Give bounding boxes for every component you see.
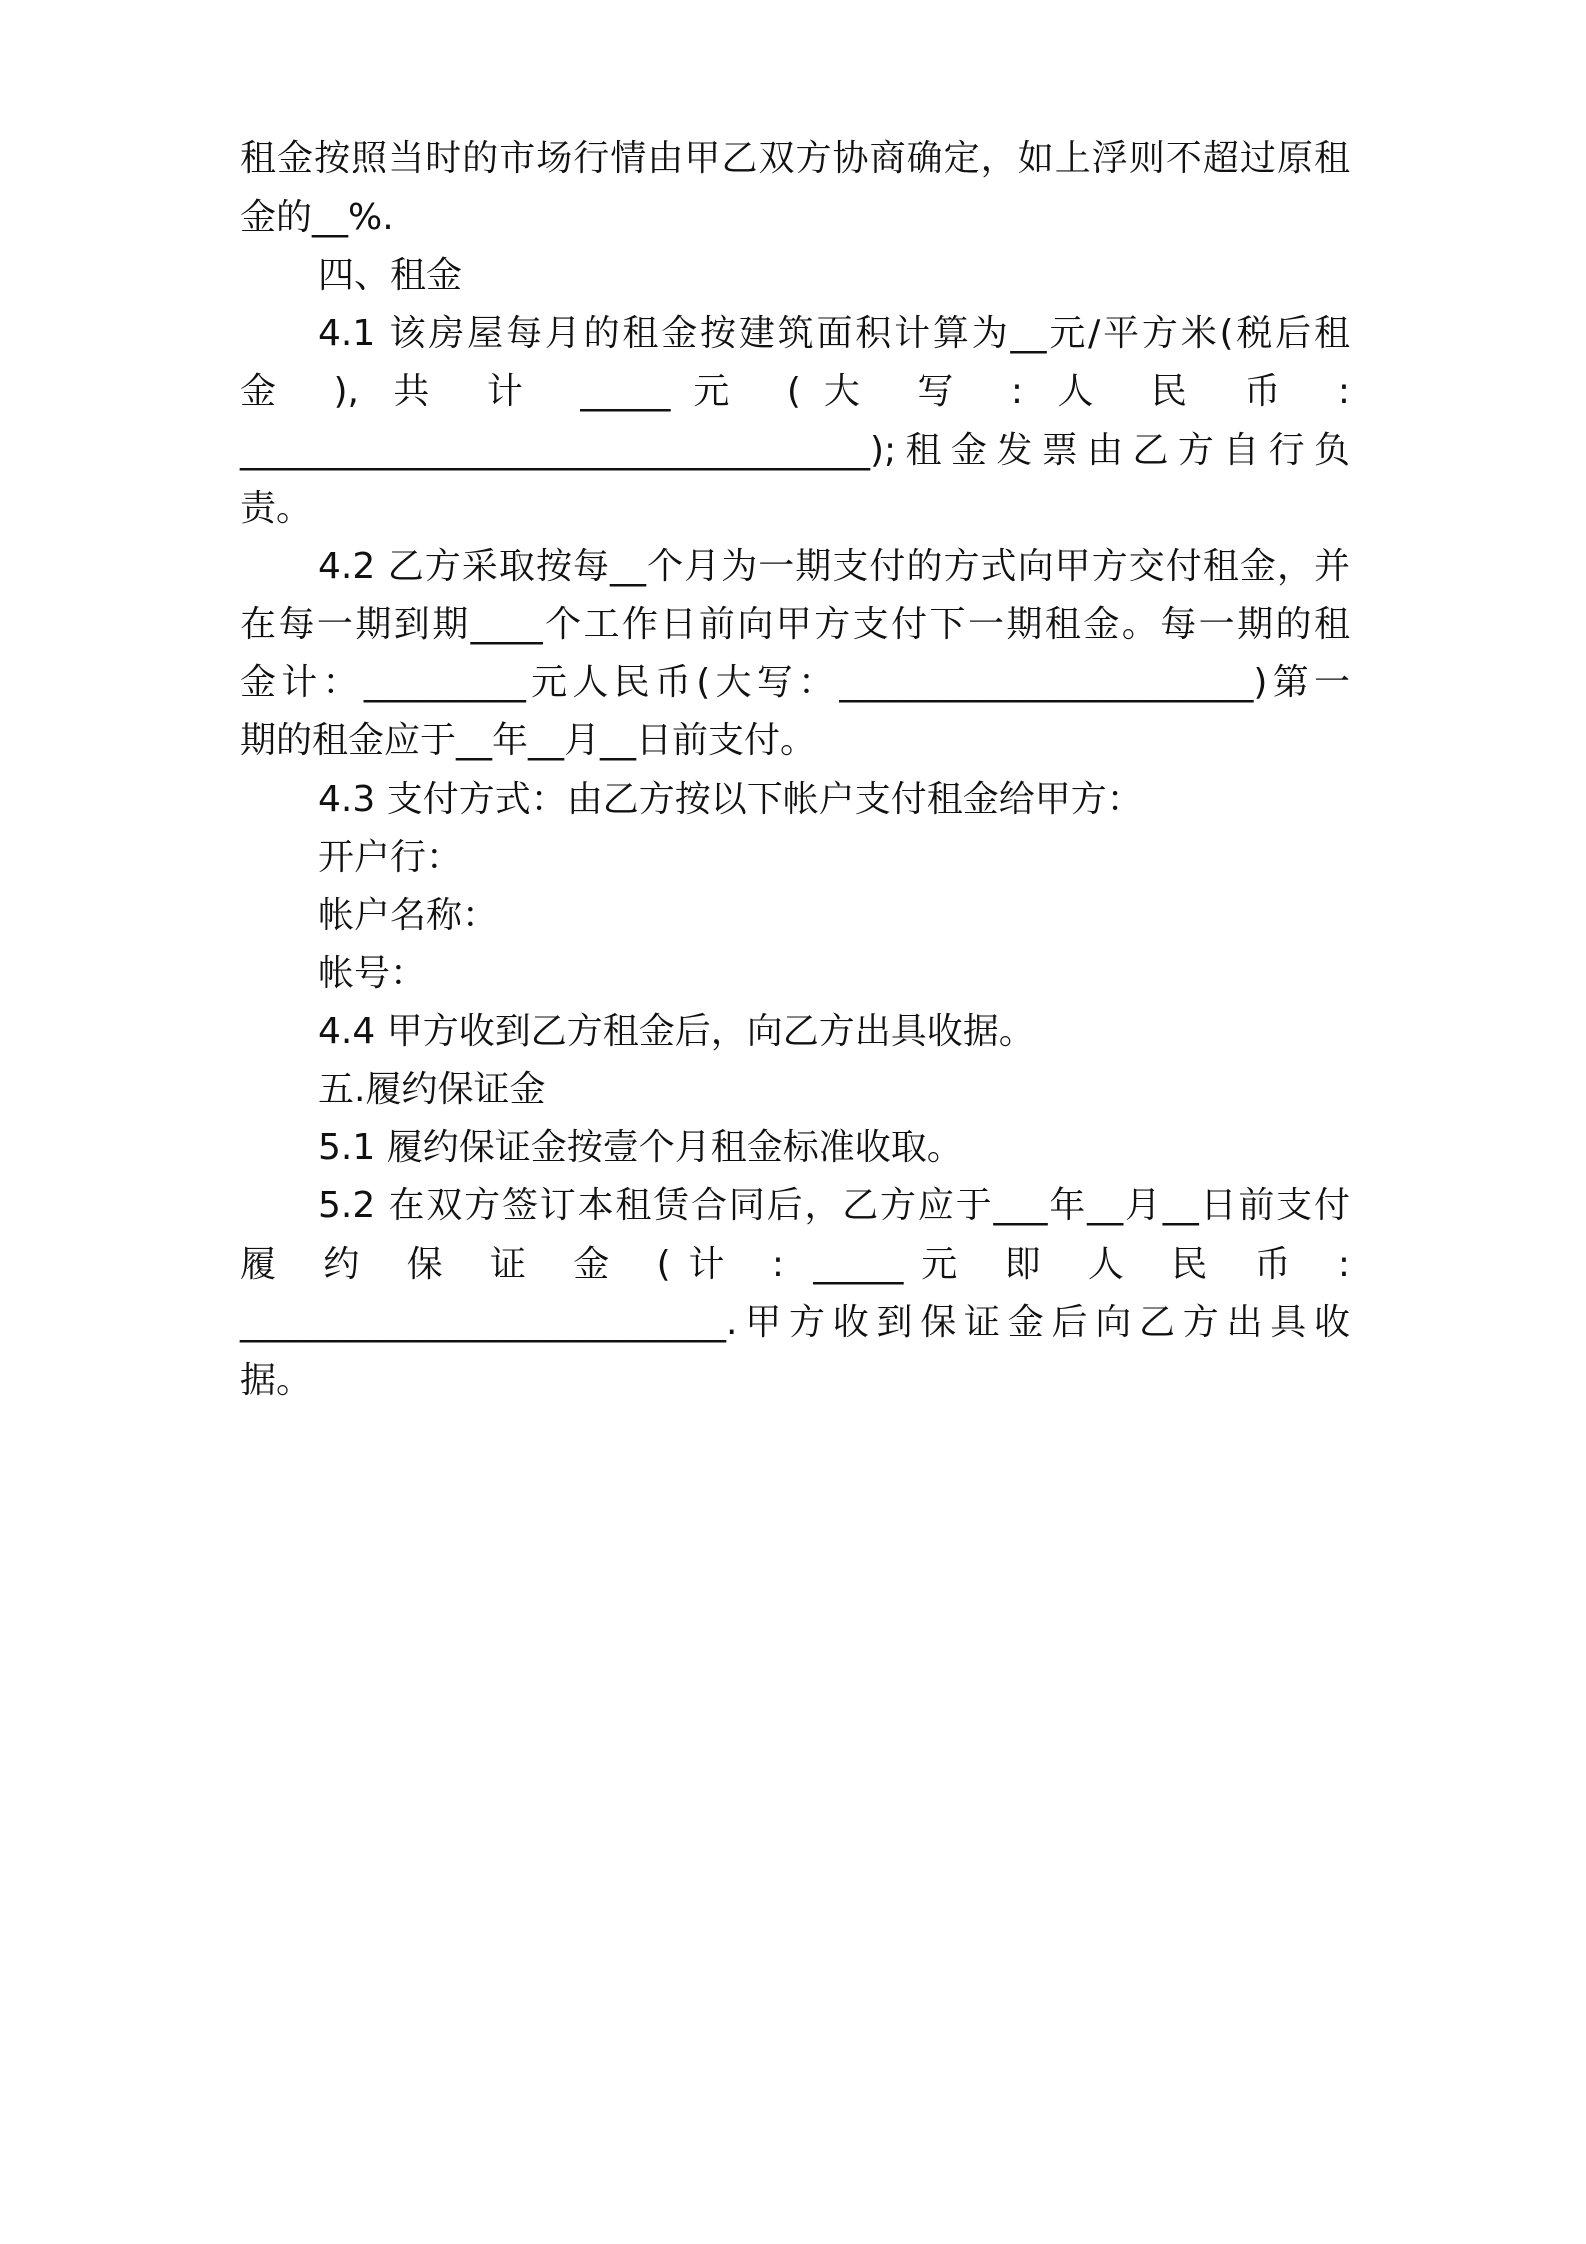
text-line-20: 履 约 保 证 金 (计 : _____元 即 人 民 币 :: [240, 1244, 1350, 1285]
text-line-2: 金的__%.: [240, 197, 394, 238]
account-name-label: 帐户名称：: [318, 895, 499, 936]
text-line-8: 4.2 乙方采取按每__个月为一期支付的方式向甲方交付租金，并: [318, 546, 1350, 587]
text-line-10: 金计：_________元人民币(大写：_______________________)第一: [240, 662, 1350, 703]
section-heading-deposit: 五.履约保证金: [318, 1069, 546, 1110]
text-line-9: 在每一期到期____个工作日前向甲方支付下一期租金。每一期的租: [240, 604, 1350, 645]
text-line-19: 5.2 在双方签订本租赁合同后，乙方应于___年__月__日前支付: [318, 1185, 1350, 1226]
account-number-label: 帐号：: [318, 953, 427, 994]
text-line-18: 5.1 履约保证金按壹个月租金标准收取。: [318, 1127, 963, 1168]
text-line-12: 4.3 支付方式：由乙方按以下帐户支付租金给甲方：: [318, 779, 1143, 820]
text-line-22: 据。: [240, 1360, 313, 1401]
bank-label: 开户行：: [318, 837, 463, 878]
text-line-6: ___________________________________);租金发票由乙方自行负: [240, 430, 1350, 471]
text-line-11: 期的租金应于__年__月__日前支付。: [240, 720, 817, 761]
section-heading-rent: 四、租金: [318, 255, 463, 296]
text-line-7: 责。: [240, 488, 313, 529]
text-line-21: ___________________________.甲方收到保证金后向乙方出具收: [240, 1302, 1350, 1343]
text-line-5: 金 ), 共 计 _____元 (大 写 : 人 民 币 :: [240, 371, 1350, 412]
text-line-16: 4.4 甲方收到乙方租金后，向乙方出具收据。: [318, 1011, 1035, 1052]
text-line-4: 4.1 该房屋每月的租金按建筑面积计算为__元/平方米(税后租: [318, 313, 1350, 354]
text-line-1: 租金按照当时的市场行情由甲乙双方协商确定，如上浮则不超过原租: [240, 138, 1350, 179]
